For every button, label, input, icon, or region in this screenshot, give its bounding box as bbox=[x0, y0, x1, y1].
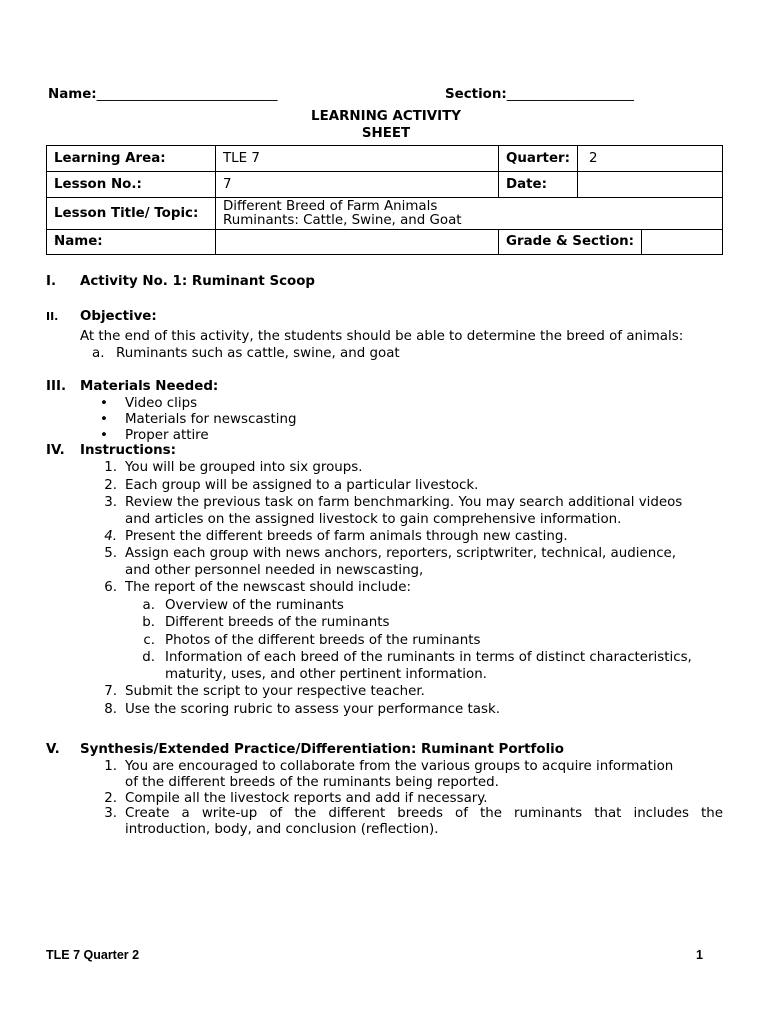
sub-list-letter: c. bbox=[143, 633, 155, 648]
list-item: You will be grouped into six groups. bbox=[125, 460, 363, 475]
section-field-line bbox=[445, 87, 634, 102]
sub-list-letter: d. bbox=[142, 650, 155, 665]
bullet-icon: • bbox=[100, 412, 108, 427]
list-number: 1. bbox=[104, 759, 117, 774]
list-item: Each group will be assigned to a particular livestock. bbox=[125, 478, 479, 493]
section-blank[interactable]: ___________________ bbox=[506, 87, 634, 102]
list-item: Create a write-up of the different breeds of the ruminants that includes the bbox=[125, 806, 723, 821]
name-label: Name: bbox=[48, 87, 97, 102]
lesson-no-value[interactable]: 7 bbox=[216, 172, 499, 198]
name-field-line bbox=[48, 87, 277, 102]
section-title-objective: Objective: bbox=[80, 309, 157, 324]
sub-list-item-continuation: maturity, uses, and other pertinent information. bbox=[165, 667, 487, 682]
sheet-title-line2: SHEET bbox=[361, 126, 411, 141]
lesson-info-table bbox=[46, 145, 723, 255]
list-item: Use the scoring rubric to assess your performance task. bbox=[125, 702, 500, 717]
grade-section-value[interactable] bbox=[642, 230, 723, 255]
quarter-value[interactable]: 2 bbox=[578, 146, 723, 172]
table-row bbox=[47, 230, 723, 255]
list-item-continuation: introduction, body, and conclusion (reflection). bbox=[125, 822, 439, 837]
list-number: 6. bbox=[104, 580, 117, 595]
sub-list-item: Overview of the ruminants bbox=[165, 598, 344, 613]
lesson-title-line1: Different Breed of Farm Animals bbox=[223, 198, 438, 214]
sub-list-item: Photos of the different breeds of the ruminants bbox=[165, 633, 481, 648]
table-row bbox=[47, 172, 723, 198]
learning-area-label: Learning Area: bbox=[47, 146, 216, 172]
footer-label: TLE 7 Quarter 2 bbox=[46, 948, 140, 962]
list-item: Submit the script to your respective teacher. bbox=[125, 684, 425, 699]
list-number: 3. bbox=[104, 806, 117, 821]
student-name-value[interactable] bbox=[216, 230, 499, 255]
section-number-synthesis: V. bbox=[46, 742, 60, 757]
list-number: 2. bbox=[104, 478, 117, 493]
name-blank[interactable]: ___________________________ bbox=[96, 87, 278, 102]
objective-sub-marker: a. bbox=[92, 346, 105, 361]
page-number: 1 bbox=[696, 948, 703, 962]
learning-area-value[interactable]: TLE 7 bbox=[216, 146, 499, 172]
section-title-materials: Materials Needed: bbox=[80, 379, 219, 394]
section-number-objective: II. bbox=[46, 310, 59, 323]
quarter-label: Quarter: bbox=[499, 146, 578, 172]
section-title-instructions: Instructions: bbox=[80, 443, 177, 458]
list-item-continuation: and articles on the assigned livestock to gain comprehensive information. bbox=[125, 512, 622, 527]
list-number: 2. bbox=[104, 791, 117, 806]
sheet-title-line1: LEARNING ACTIVITY bbox=[311, 109, 461, 124]
list-item: Video clips bbox=[125, 396, 198, 411]
section-number-instructions: IV. bbox=[46, 443, 65, 458]
bullet-icon: • bbox=[100, 428, 108, 443]
lesson-title-label: Lesson Title/ Topic: bbox=[47, 198, 216, 230]
list-item: Assign each group with news anchors, reporters, scriptwriter, technical, audience, bbox=[125, 546, 677, 561]
list-number: 7. bbox=[104, 684, 117, 699]
sub-list-letter: a. bbox=[142, 598, 155, 613]
list-number: 4. bbox=[104, 529, 117, 544]
date-label: Date: bbox=[499, 172, 578, 198]
list-item-continuation: and other personnel needed in newscasting, bbox=[125, 563, 424, 578]
section-number-activity: I. bbox=[46, 274, 57, 289]
list-item: Review the previous task on farm benchmarking. You may search additional videos bbox=[125, 495, 683, 510]
list-number: 1. bbox=[104, 460, 117, 475]
list-item: Compile all the livestock reports and add if necessary. bbox=[125, 791, 488, 806]
table-row bbox=[47, 198, 723, 230]
list-number: 5. bbox=[104, 546, 117, 561]
sub-list-item: Information of each breed of the ruminants in terms of distinct characteristics, bbox=[165, 650, 692, 665]
sheet-title bbox=[0, 108, 768, 142]
list-item-continuation: of the different breeds of the ruminants being reported. bbox=[125, 775, 499, 790]
section-label: Section: bbox=[445, 87, 507, 102]
list-item: Present the different breeds of farm animals through new casting. bbox=[125, 529, 568, 544]
grade-section-label: Grade & Section: bbox=[499, 230, 642, 255]
list-number: 3. bbox=[104, 495, 117, 510]
student-name-label: Name: bbox=[47, 230, 216, 255]
list-item: The report of the newscast should include: bbox=[125, 580, 412, 595]
list-item: Proper attire bbox=[125, 428, 209, 443]
section-title-synthesis: Synthesis/Extended Practice/Differentiation: Ruminant Portfolio bbox=[80, 742, 564, 757]
sub-list-item: Different breeds of the ruminants bbox=[165, 615, 390, 630]
lesson-title-line2: Ruminants: Cattle, Swine, and Goat bbox=[223, 212, 462, 228]
section-title-activity: Activity No. 1: Ruminant Scoop bbox=[80, 274, 316, 289]
table-row bbox=[47, 146, 723, 172]
sub-list-letter: b. bbox=[142, 615, 155, 630]
objective-sub-text: Ruminants such as cattle, swine, and goat bbox=[116, 346, 400, 361]
lesson-title-value[interactable] bbox=[216, 198, 723, 230]
date-value[interactable] bbox=[578, 172, 723, 198]
objective-text: At the end of this activity, the students should be able to determine the breed of animals: bbox=[80, 329, 684, 344]
list-number: 8. bbox=[104, 702, 117, 717]
bullet-icon: • bbox=[100, 396, 108, 411]
section-number-materials: III. bbox=[46, 379, 67, 394]
list-item: You are encouraged to collaborate from the various groups to acquire information bbox=[125, 759, 674, 774]
lesson-no-label: Lesson No.: bbox=[47, 172, 216, 198]
list-item: Materials for newscasting bbox=[125, 412, 297, 427]
